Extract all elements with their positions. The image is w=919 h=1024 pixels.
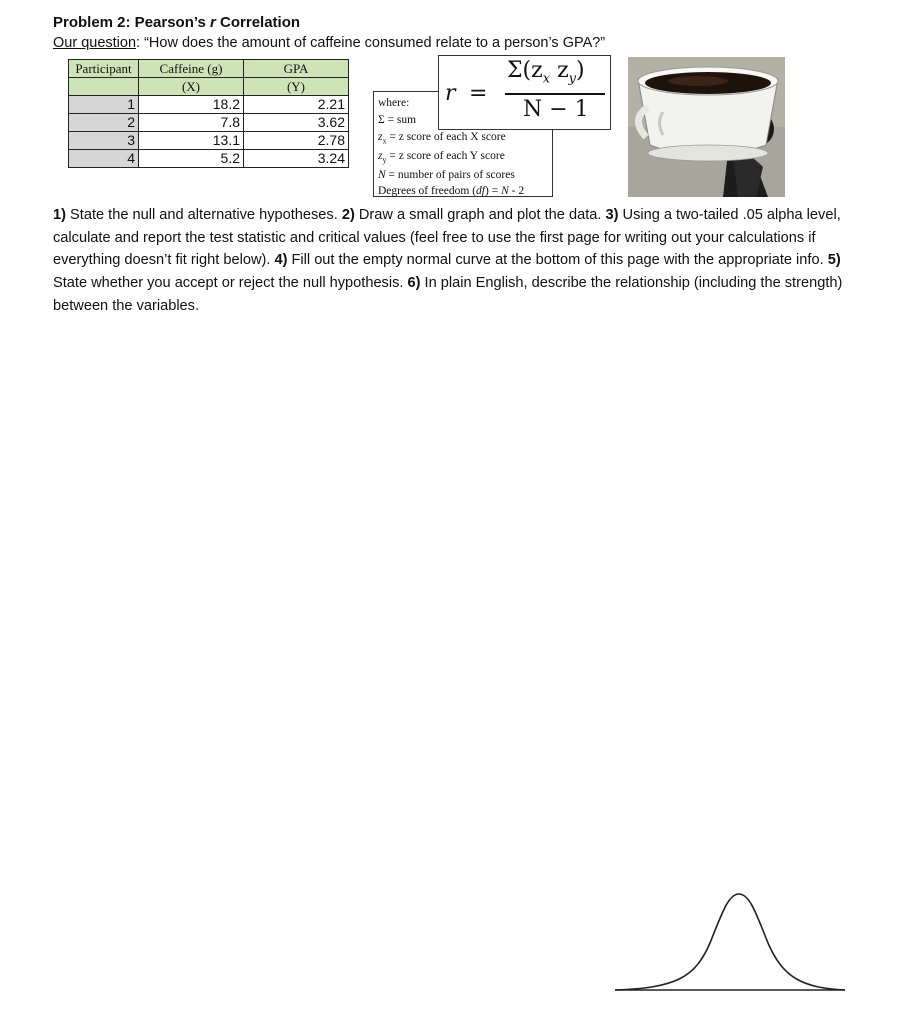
legend-df: Degrees of freedom (df) = N - 2 — [378, 184, 525, 197]
legend-sum: Σ = sum — [378, 114, 417, 126]
participant-cell: 4 — [69, 150, 139, 168]
caffeine-cell: 13.1 — [139, 132, 244, 150]
caffeine-cell: 18.2 — [139, 96, 244, 114]
header-caffeine: Caffeine (g) — [139, 60, 244, 78]
pearson-formula — [438, 55, 611, 130]
caffeine-cell: 5.2 — [139, 150, 244, 168]
gpa-cell: 2.78 — [244, 132, 349, 150]
participant-cell: 3 — [69, 132, 139, 150]
legend-zx: $z_x = z$ score of each X score — [378, 131, 506, 146]
table-header-row — [69, 78, 349, 96]
normal-curve — [615, 888, 845, 996]
gpa-cell: 3.24 — [244, 150, 349, 168]
header-participant-sub — [69, 78, 139, 96]
legend-n: N = number of pairs of scores — [378, 168, 515, 181]
formula-equals: = — [469, 81, 488, 106]
table-row — [69, 132, 349, 150]
gpa-cell: 3.62 — [244, 114, 349, 132]
table-row — [69, 96, 349, 114]
gpa-cell: 2.21 — [244, 96, 349, 114]
table-header-row — [69, 60, 349, 78]
research-question: Our question: “How does the amount of caffeine consumed relate to a person’s GPA?” — [53, 35, 606, 51]
formula-denominator: N − 1 — [523, 97, 589, 122]
problem-title: Problem 2: Pearson’s r Correlation — [53, 14, 301, 31]
normal-curve-line — [615, 894, 845, 990]
table-row — [69, 114, 349, 132]
data-table — [68, 59, 349, 168]
formula-numerator: $\Sigma(z_x$ $z_y$) — [507, 58, 585, 87]
fraction-bar — [505, 93, 605, 95]
participant-cell: 1 — [69, 96, 139, 114]
table-row — [69, 150, 349, 168]
formula-r: r — [445, 81, 456, 106]
legend-where: where: — [378, 97, 410, 109]
giant-coffee-mug-illustration — [628, 57, 785, 197]
legend-zy: $z_y = z$ score of each Y score — [378, 150, 505, 165]
header-gpa: GPA — [244, 60, 349, 78]
header-x: (X) — [139, 78, 244, 96]
caffeine-cell: 7.8 — [139, 114, 244, 132]
participant-cell: 2 — [69, 114, 139, 132]
header-y: (Y) — [244, 78, 349, 96]
instructions-paragraph: 1) State the null and alternative hypotheses. 2) Draw a small graph and plot the data. 3) Using a two-tailed .05 alpha level, calculate and report the test statistic and critical values (feel free to use the first page for writing out your calculations if everything doesn’t fit right below). 4) Fill out the empty normal curve at the bottom of this page with the appropriate info. 5) State whether you accept or reject the null hypothesis. 6) In plain English, describe the relationship (including the strength) between the variables. — [53, 207, 843, 314]
header-participant: Participant — [69, 60, 139, 78]
